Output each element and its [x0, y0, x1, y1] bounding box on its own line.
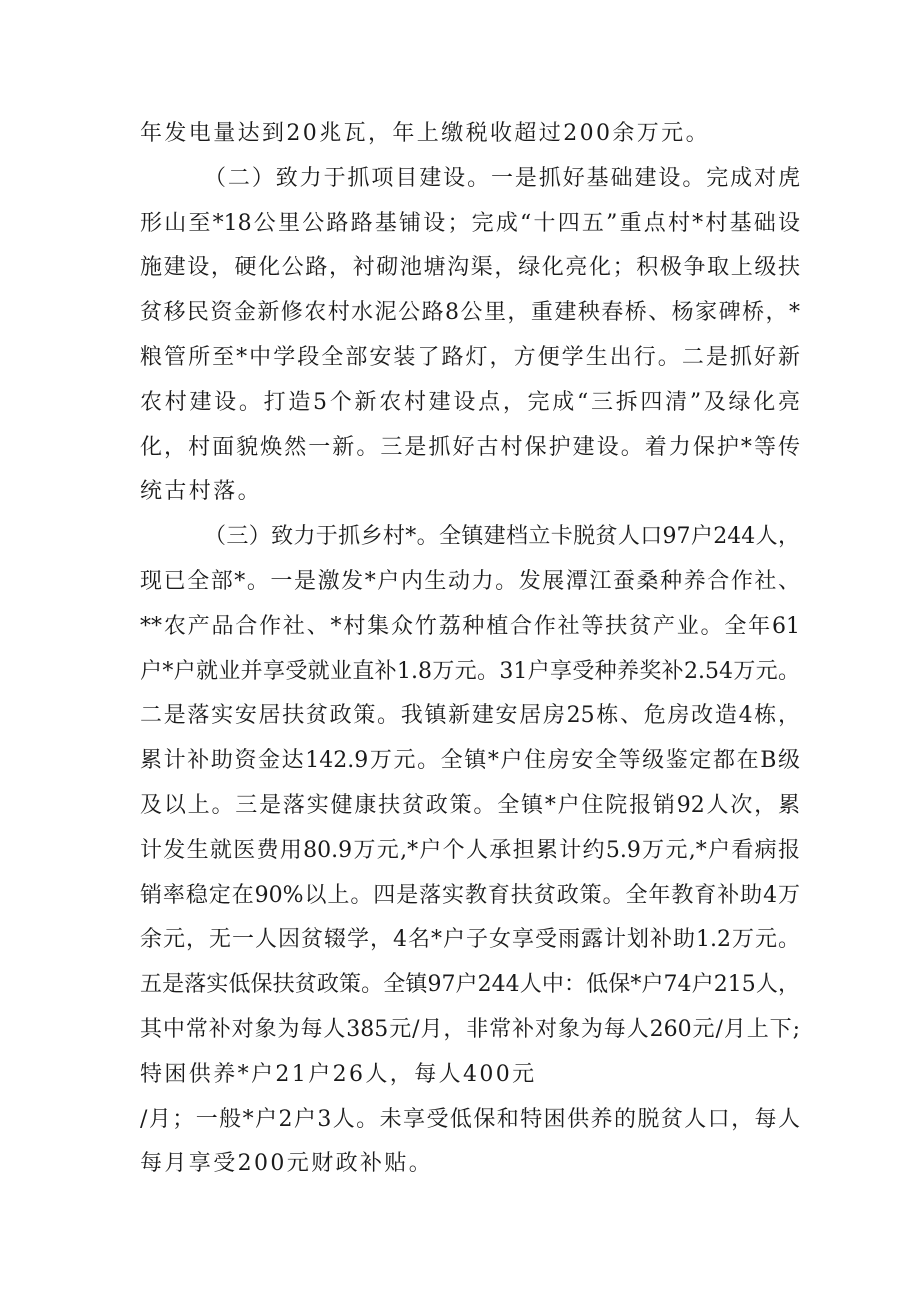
- text-line: 形山至*18公里公路路基铺设；完成“十四五”重点村*村基础设: [140, 210, 800, 236]
- text-line: 施建设，硬化公路，衬砌池塘沟渠，绿化亮化；积极争取上级扶: [140, 255, 800, 281]
- text-line: 户*户就业并享受就业直补1.8万元。31户享受种养奖补2.54万元。: [140, 658, 800, 684]
- text-line: （二）致力于抓项目建设。一是抓好基础建设。完成对虎: [204, 165, 800, 191]
- text-line: 每月享受200元财政补贴。: [140, 1151, 434, 1177]
- text-line: 二是落实安居扶贫政策。我镇新建安居房25栋、危房改造4栋，: [140, 703, 800, 729]
- text-line: 农村建设。打造5个新农村建设点，完成“三拆四清”及绿化亮: [140, 389, 800, 415]
- text-line: （三）致力于抓乡村*。全镇建档立卡脱贫人口97户244人，: [204, 524, 800, 550]
- body-text: [140, 112, 800, 1187]
- text-line: /月；一般*户2户3人。未享受低保和特困供养的脱贫人口，每人: [140, 1106, 800, 1132]
- text-line: 及以上。三是落实健康扶贫政策。全镇*户住院报销92人次，累: [140, 792, 800, 818]
- text-line: 化，村面貌焕然一新。三是抓好古村保护建设。着力保护*等传: [140, 434, 800, 460]
- text-line: 统古村落。: [140, 479, 263, 505]
- text-line: 其中常补对象为每人385元/月，非常补对象为每人260元/月上下;: [140, 1016, 800, 1042]
- text-line: 五是落实低保扶贫政策。全镇97户244人中：低保*户74户215人，: [140, 972, 800, 998]
- text-line: 粮管所至*中学段全部安装了路灯，方便学生出行。二是抓好新: [140, 344, 800, 370]
- text-line: 计发生就医费用80.9万元,*户个人承担累计约5.9万元,*户看病报: [140, 837, 800, 863]
- text-line: 贫移民资金新修农村水泥公路8公里，重建秧春桥、杨家碑桥，*: [140, 300, 800, 326]
- text-line: 现已全部*。一是激发*户内生动力。发展潭江蚕桑种养合作社、: [140, 568, 800, 594]
- text-line: **农产品合作社、*村集众竹荔种植合作社等扶贫产业。全年61: [140, 613, 800, 639]
- text-line: 余元，无一人因贫辍学，4名*户子女享受雨露计划补助1.2万元。: [140, 927, 800, 953]
- text-line: 年发电量达到20兆瓦，年上缴税收超过200余万元。: [140, 121, 710, 146]
- text-line: 累计补助资金达142.9万元。全镇*户住房安全等级鉴定都在B级: [140, 748, 800, 774]
- text-line: 销率稳定在90%以上。四是落实教育扶贫政策。全年教育补助4万: [140, 882, 800, 908]
- text-line: 特困供养*户21户26人，每人400元: [140, 1061, 537, 1087]
